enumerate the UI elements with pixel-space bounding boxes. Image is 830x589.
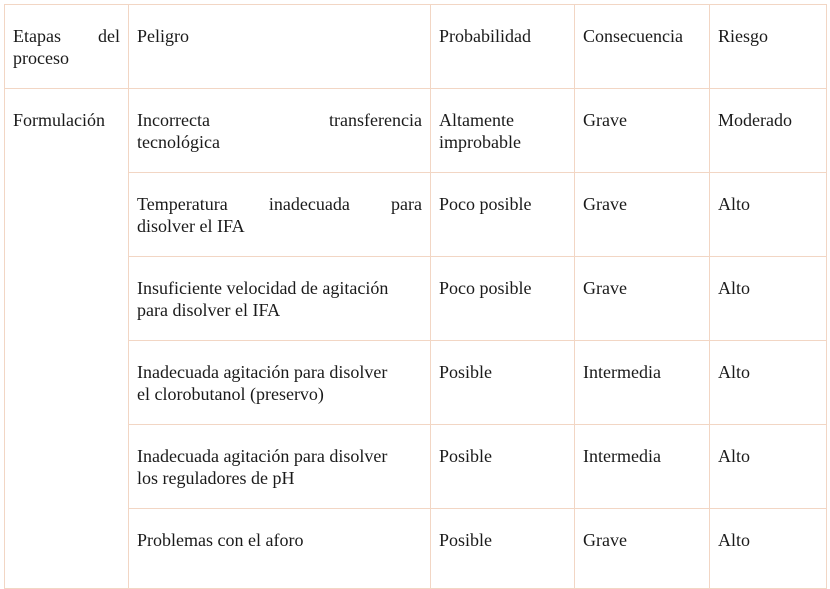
hazard-line1: Incorrecta transferencia — [137, 110, 422, 130]
probability-cell: Poco posible — [431, 173, 575, 257]
hazard-line2: el clorobutanol (preservo) — [137, 384, 324, 404]
risk-assessment-table — [4, 4, 827, 589]
probability-cell — [431, 89, 575, 173]
stage-cell: Formulación — [5, 89, 129, 589]
consequence-cell: Grave — [575, 509, 710, 589]
risk-cell: Alto — [710, 341, 827, 425]
risk-cell: Alto — [710, 173, 827, 257]
risk-cell: Alto — [710, 509, 827, 589]
hazard-line2: tecnológica — [137, 132, 220, 152]
consequence-cell: Grave — [575, 173, 710, 257]
table-row — [5, 509, 827, 589]
risk-cell: Moderado — [710, 89, 827, 173]
hazard-line1: Inadecuada agitación para disolver — [137, 446, 388, 466]
probability-cell: Poco posible — [431, 257, 575, 341]
hazard-line1: Inadecuada agitación para disolver — [137, 362, 388, 382]
hazard-line2: los reguladores de pH — [137, 468, 295, 488]
header-stage — [5, 5, 129, 89]
table-row — [5, 257, 827, 341]
consequence-cell: Intermedia — [575, 425, 710, 509]
hazard-line1: Temperatura inadecuada para — [137, 194, 422, 214]
risk-cell: Alto — [710, 257, 827, 341]
hazard-line1: Problemas con el aforo — [137, 530, 304, 550]
table-row — [5, 341, 827, 425]
table-row — [5, 89, 827, 173]
consequence-cell: Intermedia — [575, 341, 710, 425]
hazard-cell — [129, 173, 431, 257]
header-probability: Probabilidad — [431, 5, 575, 89]
risk-cell: Alto — [710, 425, 827, 509]
probability-cell: Posible — [431, 509, 575, 589]
table-row — [5, 173, 827, 257]
hazard-cell — [129, 257, 431, 341]
header-risk: Riesgo — [710, 5, 827, 89]
probability-cell: Posible — [431, 425, 575, 509]
consequence-cell: Grave — [575, 257, 710, 341]
probability-text: Altamente improbable — [439, 110, 521, 152]
header-consequence: Consecuencia — [575, 5, 710, 89]
header-stage-line1: Etapas del — [13, 26, 120, 46]
hazard-cell — [129, 341, 431, 425]
hazard-line2: disolver el IFA — [137, 216, 245, 236]
table-header-row — [5, 5, 827, 89]
header-stage-line2: proceso — [13, 48, 69, 68]
hazard-cell — [129, 425, 431, 509]
hazard-cell — [129, 89, 431, 173]
probability-cell: Posible — [431, 341, 575, 425]
hazard-line2: para disolver el IFA — [137, 300, 281, 320]
hazard-line1: Insuficiente velocidad de agitación — [137, 278, 389, 298]
table-row — [5, 425, 827, 509]
consequence-cell: Grave — [575, 89, 710, 173]
hazard-cell — [129, 509, 431, 589]
header-hazard: Peligro — [129, 5, 431, 89]
